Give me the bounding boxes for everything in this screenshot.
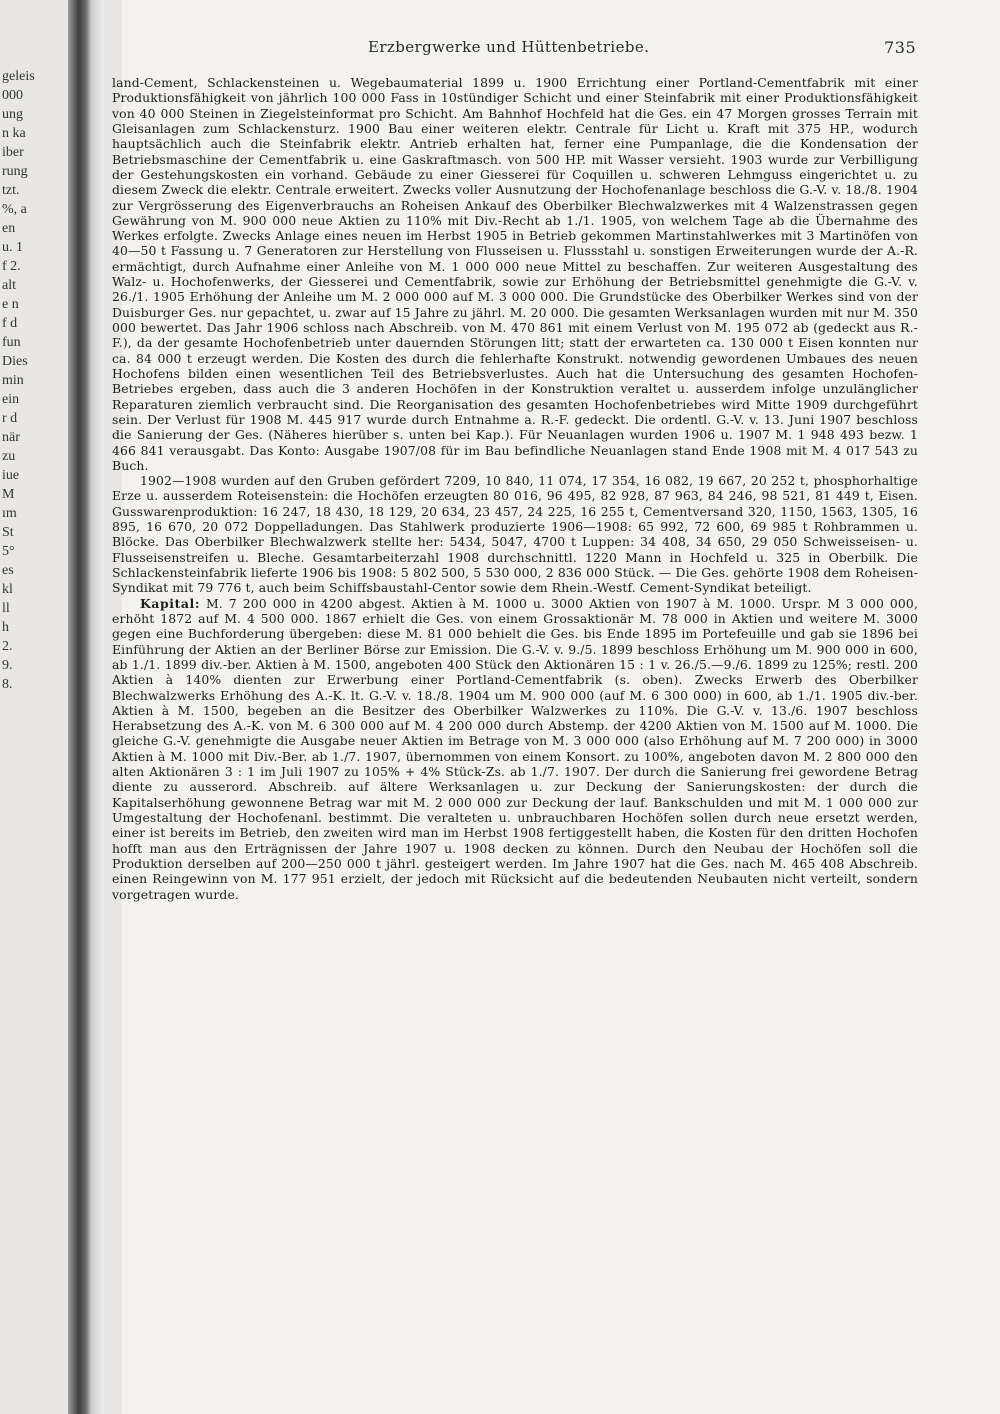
previous-page-fragment: e n: [2, 297, 19, 312]
previous-page-fragment: St: [2, 525, 14, 540]
previous-page-fragment: geleis: [2, 69, 35, 84]
previous-page-fragment: 2.: [2, 639, 13, 654]
previous-page-fragment: kl: [2, 582, 13, 597]
previous-page-fragment: ein: [2, 392, 20, 407]
page-number: 735: [884, 38, 917, 57]
previous-page-fragment: ung: [2, 107, 23, 122]
previous-page-fragment: u. 1: [2, 240, 23, 255]
previous-page-fragment: f d: [2, 316, 18, 331]
previous-page-fragment: %, a: [2, 202, 27, 217]
previous-page-fragment: iue: [2, 468, 20, 483]
previous-page-fragment: ll: [2, 601, 10, 616]
page-body: [112, 75, 918, 902]
previous-page-fragment: tzt.: [2, 183, 20, 198]
kapital-text: M. 7 200 000 in 4200 abgest. Aktien à M. 1000 u. 3000 Aktien von 1907 à M. 1000. Urspr. M 3 000 000, erhöht 1872 auf M. 4 500 000. 1867 erhielt die Ges. von einem Grossaktionär M. 78 000 in Aktien und weitere M. 3000 gegen eine Buchforderung übergeben: diese M. 81 000 behielt die Ges. bis Ende 1895 im Portefeuille und gab sie 1896 bei Einführung der Aktien an der Berliner Börse zur Emission. Die G.-V. v. 9./5. 1899 beschloss Erhöhung um M. 900 000 in 600, ab 1./1. 1899 div.-ber. Aktien à M. 1500, angeboten 400 Stück den Aktionären 15 : 1 v. 26./5.—9./6. 1899 zu 125%; restl. 200 Aktien à 140% dienten zur Erwerbung einer Portland-Cementfabrik (s. oben). Zwecks Erwerb des Oberbilker Blechwalzwerks Erhöhung des A.-K. lt. G.-V. v. 18./8. 1904 um M. 900 000 (auf M. 6 300 000) in 600, ab 1./1. 1905 div.-ber. Aktien à M. 1500, begeben an die Besitzer des Oberbilker Walzwerkes zu 110%. Die G.-V. v. 13./6. 1907 beschloss Herabsetzung des A.-K. von M. 6 300 000 auf M. 4 200 000 durch Abstemp. der 4200 Aktien von M. 1500 auf M. 1000. Die gleiche G.-V. genehmigte die Ausgabe neuer Aktien im Betrage von M. 3 000 000 (also Erhöhung auf M. 7 200 000) in 3000 Aktien à M. 1000 mit Div.-Ber. ab 1./7. 1907, übernommen von einem Konsort. zu 100%, angeboten davon M. 2 800 000 den alten Aktionären 3 : 1 im Juli 1907 zu 105% + 4% Stück-Zs. ab 1./7. 1907. Der durch die Sanierung frei gewordene Betrag diente zu ausserord. Abschreib. auf ältere Werksanlagen u. zur Deckung der Sanierungskosten: der durch die Kapitalserhöhung gewonnene Betrag war mit M. 2 000 000 zur Deckung der lauf. Bankschulden und mit M. 1 000 000 zur Umgestaltung der Hochofenanl. bestimmt. Die veralteten u. unbrauchbaren Hochöfen sollen durch neue ersetzt werden, einer ist bereits im Betrieb, den zweiten wird man im Herbst 1908 fertiggestellt haben, die Kosten für den dritten Hochofen hofft man aus den Erträgnissen der Jahre 1907 u. 1908 decken zu können. Durch den Neubau der Hochöfen soll die Produktion derselben auf 200—250 000 t jährl. gesteigert werden. Im Jahre 1907 hat die Ges. nach M. 465 408 Abschreib. einen Reingewinn von M. 177 951 erzielt, der jedoch mit Rücksicht auf die bedeutenden Neubauten nicht verteilt, sondern vorgetragen wurde.: [112, 595, 918, 902]
book-binding-shadow: [68, 0, 92, 1414]
paragraph-production: 1902—1908 wurden auf den Gruben gefördert 7209, 10 840, 11 074, 17 354, 16 082, 19 667, 20 252 t, phosphorhaltige Erze u. ausserdem Roteisenstein: die Hochöfen erzeugten 80 016, 96 495, 82 928, 87 963, 84 246, 98 521, 81 449 t, Eisen. Gusswarenproduktion: 16 247, 18 430, 18 129, 20 634, 23 457, 24 225, 16 255 t, Cementversand 320, 1150, 1563, 1305, 16 895, 16 670, 20 072 Doppelladungen. Das Stahlwerk produzierte 1906—1908: 65 992, 72 600, 69 985 t Rohbrammen u. Blöcke. Das Oberbilker Blechwalzwerk stellte her: 5434, 5047, 4700 t Luppen: 34 408, 34 650, 29 050 Schweisseisen- u. Flusseisenstreifen u. Bleche. Gesamtarbeiterzahl 1908 durchschnittl. 1220 Mann in Hochfeld u. 325 in Oberbilk. Die Schlackensteinfabrik lieferte 1906 bis 1908: 5 802 500, 5 530 000, 2 836 000 Stück. — Die Ges. gehörte 1908 dem Roheisen-Syndikat mit 79 776 t, auch beim Schiffsbaustahl-Centor sowie dem Rhein.-Westf. Cement-Syndikat beteiligt.: [112, 473, 918, 596]
running-title: Erzbergwerke und Hüttenbetriebe.: [368, 38, 650, 56]
previous-page-fragment: ım: [2, 506, 17, 521]
previous-page-fragment: min: [2, 373, 24, 388]
previous-page-fragment: r d: [2, 411, 18, 426]
previous-page-fragment: iber: [2, 145, 24, 160]
previous-page-fragment: n ka: [2, 126, 26, 141]
previous-page-fragment: 5°: [2, 544, 15, 559]
previous-page-fragment: fun: [2, 335, 21, 350]
previous-page-fragment: zu: [2, 449, 16, 464]
previous-page-fragment: h: [2, 620, 9, 635]
paragraph-history: land-Cement, Schlackensteinen u. Wegebaumaterial 1899 u. 1900 Errichtung einer Portland-Cementfabrik mit einer Produktionsfähigkeit von jährlich 100 000 Fass in 10stündiger Schicht und einer Steinfabrik mit einer Produktionsfähigkeit von 40 000 Steinen in Ziegelsteinformat pro Schicht. Am Bahnhof Hochfeld hat die Ges. ein 47 Morgen grosses Terrain mit Gleisanlagen zum Schlackensturz. 1900 Bau einer weiteren elektr. Centrale für Licht u. Kraft mit 375 HP., wodurch hauptsächlich auch die Steinfabrik elektr. Antrieb erhalten hat, ferner eine Pumpanlage, die die Kondensation der Betriebsmaschine der Cementfabrik u. eine Gaskraftmasch. von 500 HP. mit Wasser versieht. 1903 wurde zur Verbilligung der Gestehungskosten ein vorhand. Gebäude zu einer Giesserei für Coquillen u. schweren Lehmguss eingerichtet u. zu diesem Zweck die elektr. Centrale erweitert. Zwecks voller Ausnutzung der Hochofenanlage beschloss die G.-V. v. 18./8. 1904 zur Vergrösserung des Eigenverbrauchs an Roheisen Ankauf des Oberbilker Blechwalzwerkes mit 4 Walzenstrassen gegen Gewährung von M. 900 000 neue Aktien zu 110% mit Div.-Recht ab 1./1. 1905, von welchem Tage ab die Übernahme des Werkes erfolgte. Zwecks Anlage eines neuen im Herbst 1905 in Betrieb gekommen Martinstahlwerkes mit 3 Martinöfen von 40—50 t Fassung u. 7 Generatoren zur Herstellung von Flusseisen u. Flussstahl u. sonstigen Erweiterungen wurde der A.-R. ermächtigt, durch Aufnahme einer Anleihe von M. 1 000 000 neue Mittel zu beschaffen. Zur weiteren Ausgestaltung des Walz- u. Hochofenwerks, der Giesserei und Cementfabrik, sowie zur Erhöhung der Betriebsmittel genehmigte die G.-V. v. 26./1. 1905 Erhöhung der Anleihe um M. 2 000 000 auf M. 3 000 000. Die Grundstücke des Oberbilker Werkes sind von der Duisburger Ges. nur gepachtet, u. zwar auf 15 Jahre zu jährl. M. 20 000. Die gesamten Werksanlagen wurden mit nur M. 350 000 bewertet. Das Jahr 1906 schloss nach Abschreib. von M. 470 861 mit einem Verlust von M. 195 072 ab (gedeckt aus R.-F.), da der gesamte Hochofenbetrieb unter dauernden Störungen litt; statt der erwarteten ca. 130 000 t Eisen konnten nur ca. 84 000 t erzeugt werden. Die Kosten des durch die fehlerhafte Konstrukt. notwendig gewordenen Umbaues des neuen Hochofens bilden einen wesentlichen Teil des Betriebsverlustes. Auch hat die Untersuchung des gesamten Hochofen-Betriebes ergeben, dass auch die 3 anderen Hochöfen in der Konstruktion veraltet u. ausserdem infolge unzulänglicher Reparaturen ziemlich verbraucht sind. Die Reorganisation des gesamten Hochofenbetriebes wird Mitte 1909 durchgeführt sein. Der Verlust für 1908 M. 445 917 wurde durch Entnahme a. R.-F. gedeckt. Die ordentl. G.-V. v. 13. Juni 1907 beschloss die Sanierung der Ges. (Näheres hierüber s. unten bei Kap.). Für Neuanlagen wurden 1906 u. 1907 M. 1 948 493 bezw. 1 466 841 verausgabt. Das Konto: Ausgabe 1907/08 für im Bau befindliche Neuanlagen stand Ende 1908 mit M. 4 017 543 zu Buch.: [112, 75, 918, 473]
previous-page-fragment: M: [2, 487, 15, 502]
previous-page-fragments: [0, 70, 70, 710]
previous-page-fragment: 8.: [2, 677, 13, 692]
previous-page-fragment: alt: [2, 278, 16, 293]
previous-page-fragment: es: [2, 563, 14, 578]
previous-page-fragment: 9.: [2, 658, 13, 673]
previous-page-fragment: rung: [2, 164, 28, 179]
previous-page-fragment: när: [2, 430, 20, 445]
previous-page-fragment: 000: [2, 88, 23, 103]
previous-page-fragment: Dies: [2, 354, 28, 369]
previous-page-gutter: [0, 0, 122, 1414]
previous-page-fragment: f 2.: [2, 259, 21, 274]
page-edge: [92, 0, 104, 1414]
paragraph-kapital: [112, 596, 918, 902]
kapital-label: Kapital:: [140, 595, 201, 611]
previous-page-fragment: en: [2, 221, 16, 236]
